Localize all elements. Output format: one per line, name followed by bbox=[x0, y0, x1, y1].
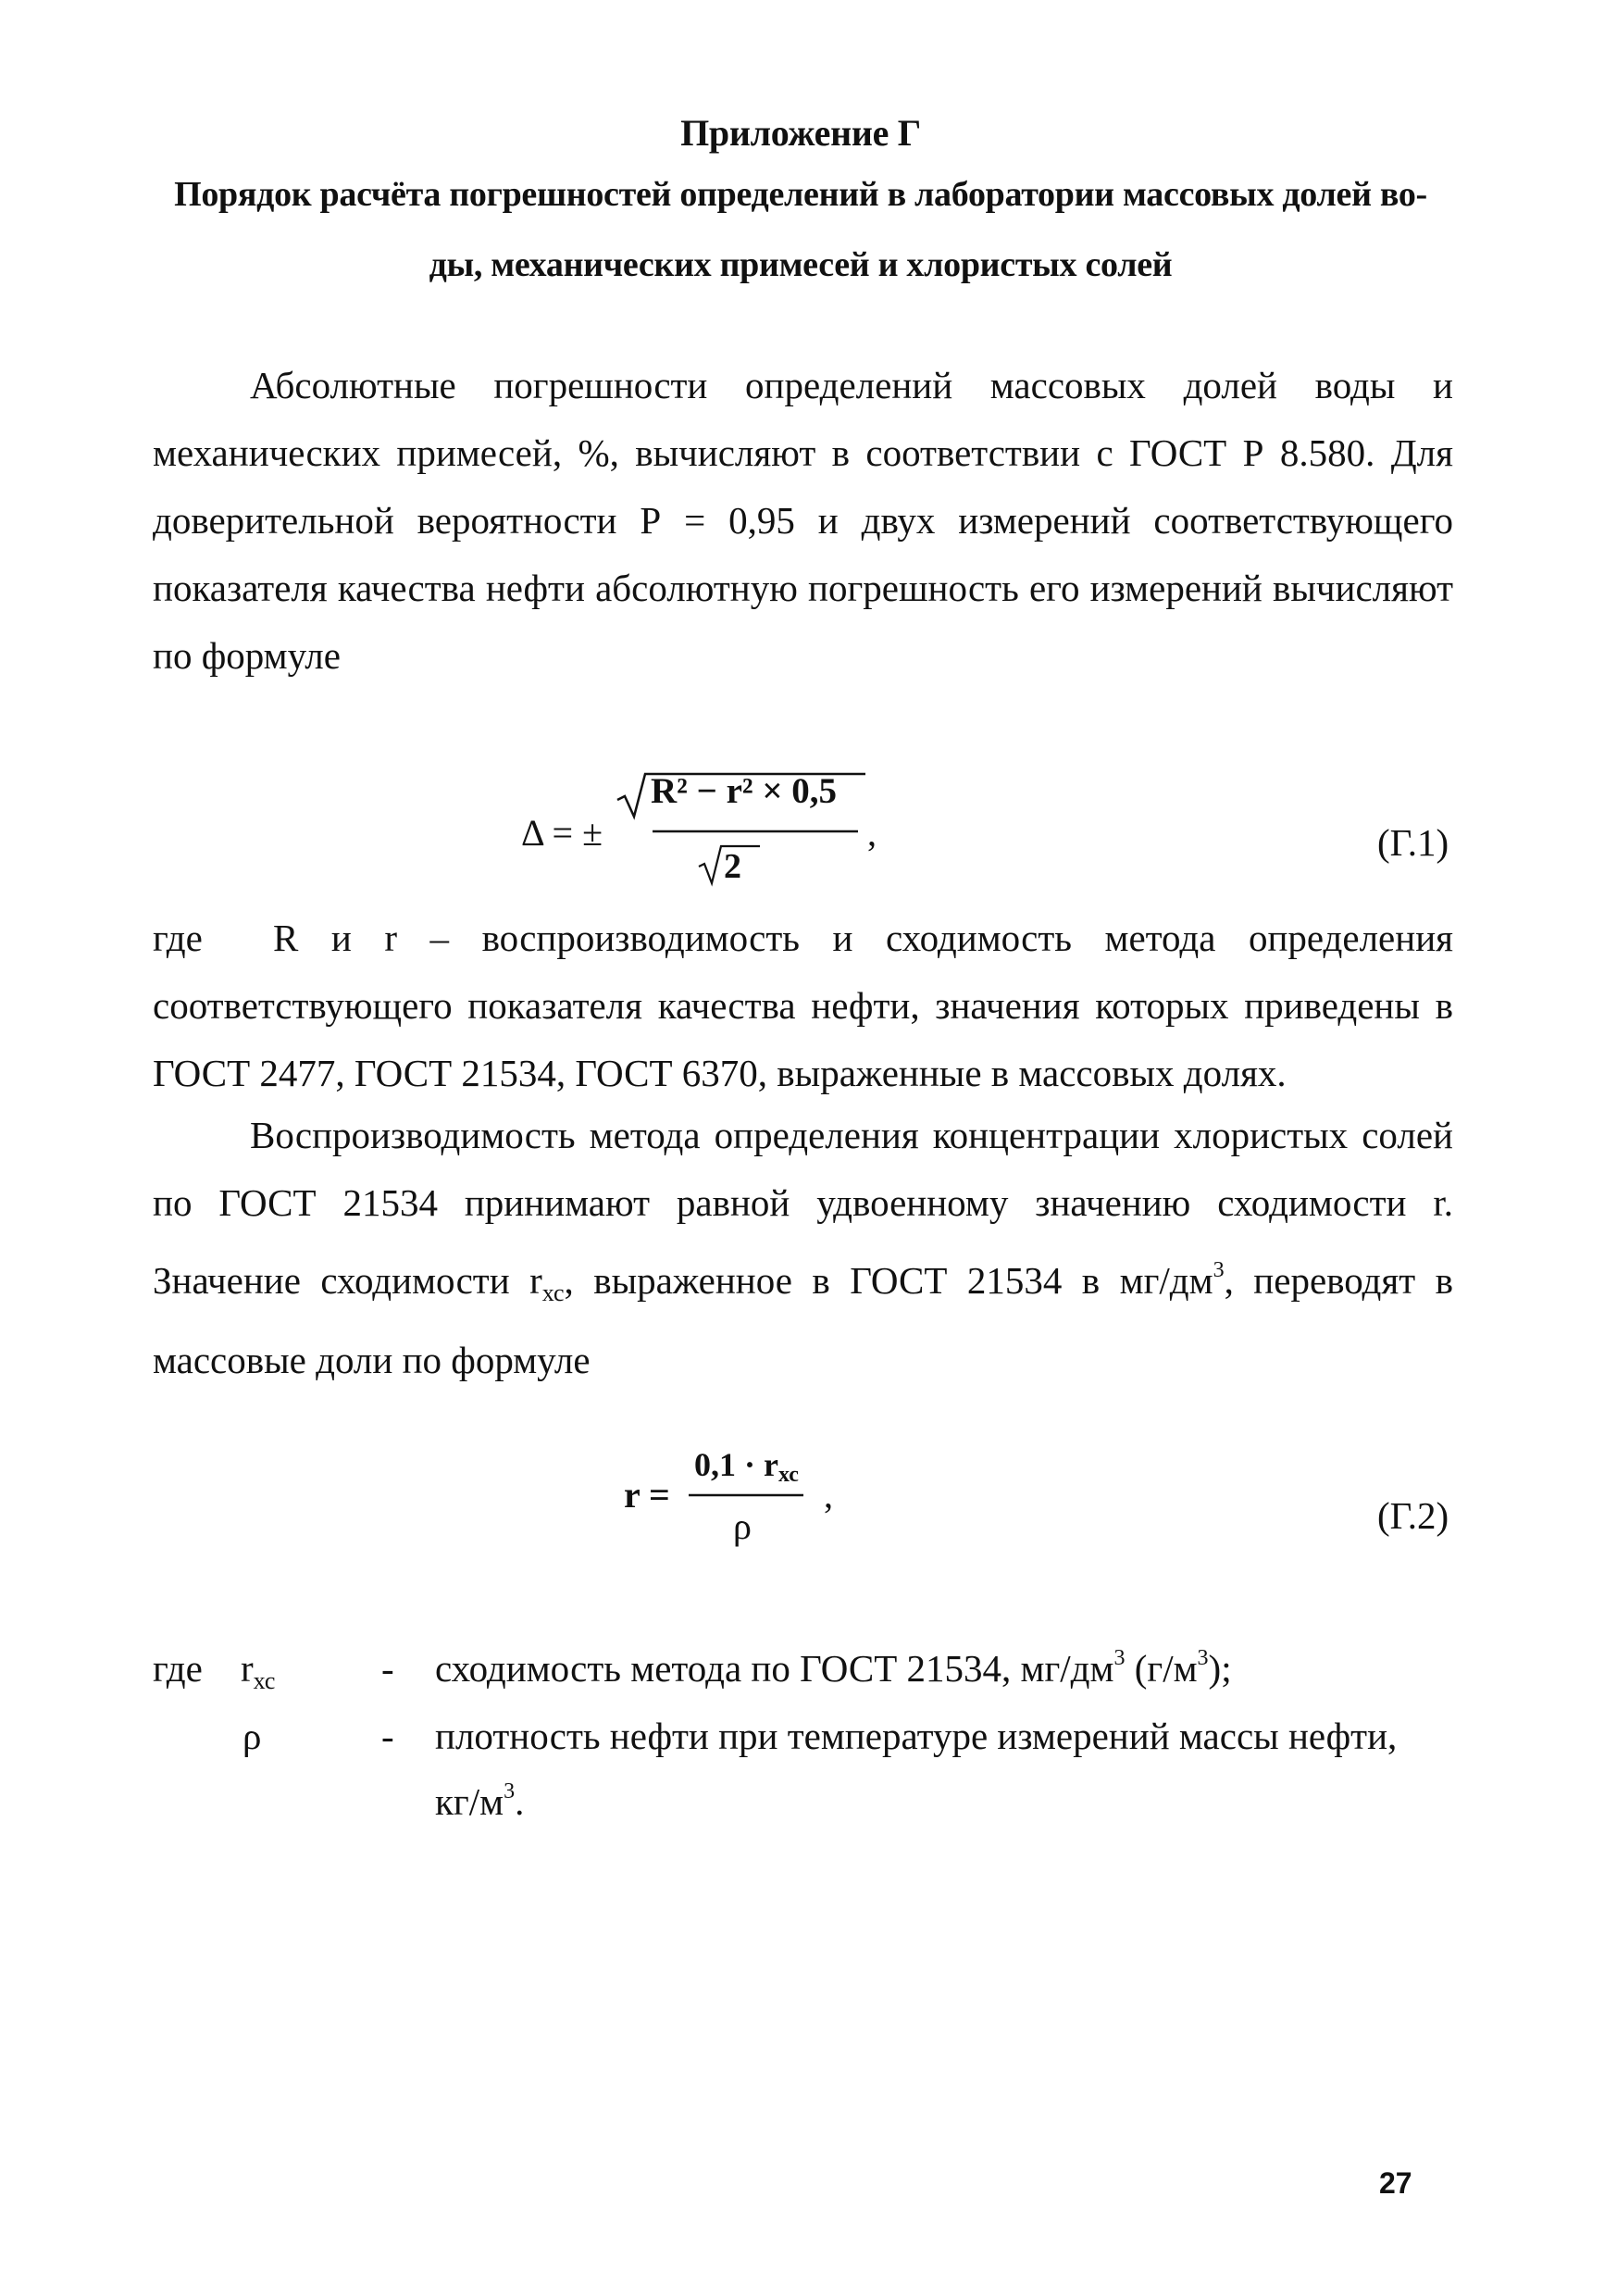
rxc-text: сходимость метода по ГОСТ 21534, мг/дм bbox=[435, 1647, 1114, 1690]
section-title bbox=[148, 159, 1453, 300]
formula-g2-number: (Г.2) bbox=[1377, 1494, 1449, 1537]
where-text-rxc bbox=[435, 1646, 1232, 1691]
rho-unit: кг/м bbox=[435, 1780, 504, 1823]
formula-g2 bbox=[611, 1440, 852, 1560]
rxc-text3: ); bbox=[1208, 1647, 1232, 1690]
section-title-line1: Порядок расчёта погрешностей определений в лаборатории массовых долей во- bbox=[174, 175, 1427, 214]
where-symbol-rho: ρ bbox=[243, 1715, 262, 1757]
formula-g2-numerator-main: 0,1 · r bbox=[694, 1446, 778, 1483]
formula-g1-denominator: 2 bbox=[724, 847, 741, 886]
where-lead-g1: где bbox=[153, 917, 203, 959]
rho-unit-end: . bbox=[515, 1780, 525, 1823]
where-block-g1 bbox=[153, 905, 1453, 1107]
where-text-rho-line2 bbox=[435, 1779, 524, 1824]
formula-g1-number: (Г.1) bbox=[1377, 821, 1449, 864]
paragraph2-sub: хс bbox=[541, 1279, 565, 1306]
where-lead-g2: где bbox=[153, 1647, 203, 1690]
rho-unit-sup: 3 bbox=[504, 1779, 516, 1803]
formula-g2-denominator: ρ bbox=[733, 1505, 752, 1547]
page-number: 27 bbox=[1379, 2166, 1412, 2200]
where-dash-1: - bbox=[381, 1647, 394, 1690]
symbol-r: r bbox=[241, 1647, 254, 1690]
appendix-heading: Приложение Г bbox=[680, 112, 921, 154]
paragraph2-part2: , выраженное в ГОСТ 21534 в мг/дм bbox=[564, 1259, 1213, 1302]
formula-g1 bbox=[504, 768, 893, 898]
where-symbol-rxc bbox=[241, 1646, 275, 1695]
formula-g1-numerator: R² − r² × 0,5 bbox=[651, 771, 838, 811]
formula-g2-comma: , bbox=[824, 1474, 833, 1516]
rxc-sup2: 3 bbox=[1197, 1646, 1209, 1670]
paragraph2-part1: Воспроизводимость метода определения концентрации хлористых солей по ГОСТ 21534 принимают равной удвоенному значению сходимости r. Значение сходимости r bbox=[153, 1114, 1453, 1302]
where-text-g1: R и r – воспроизводимость и сходимость метода определения соответствующего показателя качества нефти, значения которых приведены в ГОСТ 2477, ГОСТ 21534, ГОСТ 6370, выраженные в массовых долях. bbox=[153, 917, 1453, 1094]
formula-g2-lhs: r = bbox=[624, 1474, 670, 1516]
symbol-r-sub: хс bbox=[253, 1667, 276, 1694]
formula-g2-numerator-sub: хс bbox=[777, 1463, 799, 1487]
paragraph2-sup: 3 bbox=[1213, 1258, 1225, 1282]
where-dash-2: - bbox=[381, 1715, 394, 1757]
rxc-text2: (г/м bbox=[1125, 1647, 1198, 1690]
formula-g2-numerator bbox=[694, 1445, 799, 1488]
paragraph-chloride-salts bbox=[153, 1102, 1453, 1394]
formula-g1-lhs: Δ = ± bbox=[521, 812, 603, 854]
formula-g1-comma: , bbox=[867, 812, 877, 854]
section-title-line2: ды, механических примесей и хлористых солей bbox=[429, 245, 1173, 284]
rxc-sup1: 3 bbox=[1113, 1646, 1126, 1670]
where-text-rho-line1: плотность нефти при температуре измерений массы нефти, bbox=[435, 1715, 1398, 1757]
paragraph-absolute-errors: Абсолютные погрешности определений массовых долей воды и механических примесей, %, вычисляют в соответствии с ГОСТ Р 8.580. Для доверительной вероятности Р = 0,95 и двух измерений соответствующего показателя качества нефти абсолютную погрешность его измерений вычисляют по формуле bbox=[153, 364, 1453, 677]
paragraph2-part3: , переводят в массовые доли по формуле bbox=[153, 1259, 1453, 1381]
